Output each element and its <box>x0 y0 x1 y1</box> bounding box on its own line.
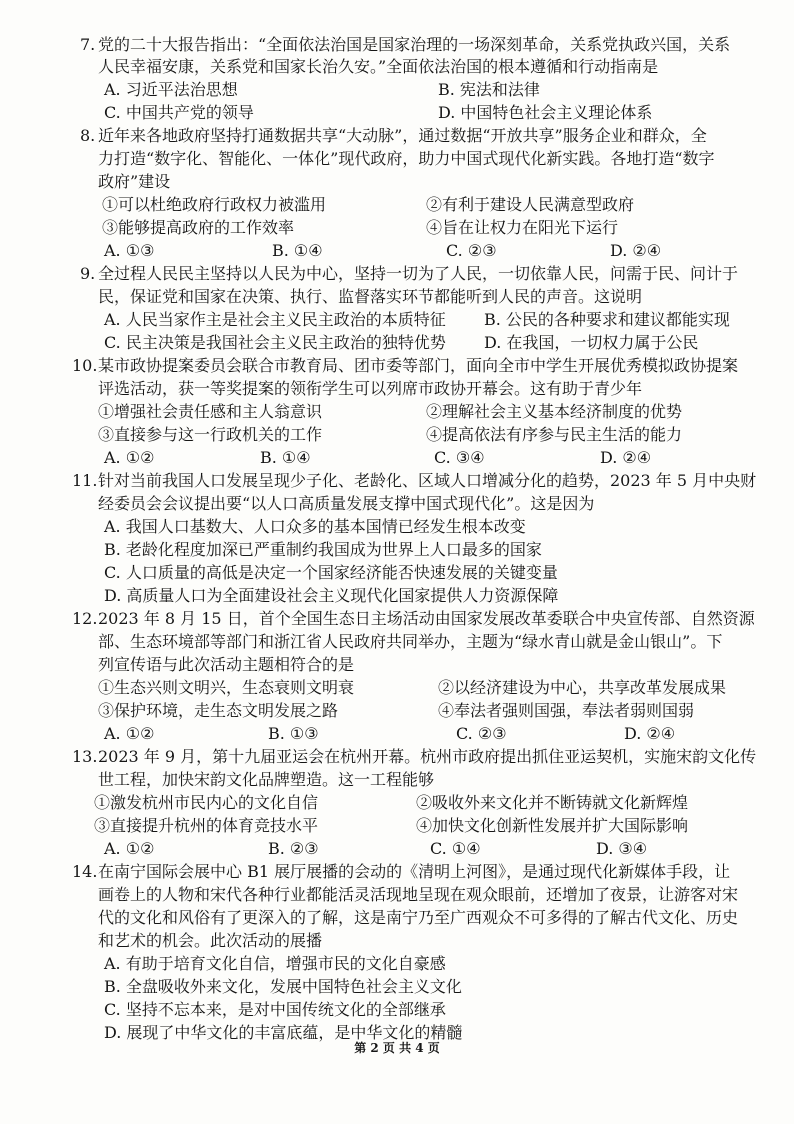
statement-2: ②吸收外来文化并不断铸就文化新辉煌 <box>416 793 689 812</box>
option-d: D. 中国特色社会主义理论体系 <box>438 103 653 122</box>
option-d: D. ③④ <box>596 839 648 858</box>
option-d: D. ②④ <box>610 241 662 260</box>
question-stem-line: 某市政协提案委员会联合市教育局、团市委等部门，面向全市中学生开展优秀模拟政协提案 <box>98 356 739 375</box>
question-number: 7. <box>80 35 96 54</box>
option-a: A. ①③ <box>104 241 155 260</box>
question-stem-line: 部、生态环境部等部门和浙江省人民政府共同举办，主题为“绿水青山就是金山银山”。下 <box>98 632 723 651</box>
option-a: A. 我国人口基数大、人口众多的基本国情已经发生根本改变 <box>104 517 526 536</box>
question-stem-line: 列宣传语与此次活动主题相符合的是 <box>98 655 355 674</box>
option-d: D. 高质量人口为全面建设社会主义现代化国家提供人力资源保障 <box>104 586 559 605</box>
statement-2: ②以经济建设为中心，共享改革发展成果 <box>438 678 727 697</box>
option-a: A. 人民当家作主是社会主义民主政治的本质特征 <box>104 310 446 329</box>
option-c: C. ②③ <box>456 724 507 743</box>
question-stem-line: 民，保证党和国家在决策、执行、监督落实环节都能听到人民的声音。这说明 <box>98 287 643 306</box>
option-c: C. 中国共产党的领导 <box>104 103 254 122</box>
statement-4: ④奉法者强则国强，奉法者弱则国弱 <box>438 701 695 720</box>
statement-3: ③保护环境，走生态文明发展之路 <box>98 701 339 720</box>
statement-1: ①可以杜绝政府行政权力被滥用 <box>102 195 327 214</box>
question-number: 8. <box>80 126 96 145</box>
statement-4: ④旨在让权力在阳光下运行 <box>426 218 619 237</box>
option-a: A. ①② <box>104 839 155 858</box>
question-stem-line: 人民幸福安康，关系党和国家长治久安。”全面依法治国的根本遵循和行动指南是 <box>98 57 659 76</box>
statement-4: ④提高依法有序参与民主生活的能力 <box>426 425 683 444</box>
option-c: C. 人口质量的高低是决定一个国家经济能否快速发展的关键变量 <box>104 563 558 582</box>
question-stem-line: 世工程，加快宋韵文化品牌塑造。这一工程能够 <box>98 770 435 789</box>
question-stem-line: 经委员会会议提出要“以人口高质量发展支撑中国式现代化”。这是因为 <box>98 494 595 513</box>
option-d: D. 展现了中华文化的丰富底蕴，是中华文化的精髓 <box>104 1023 463 1042</box>
question-number: 14. <box>72 862 98 881</box>
statement-3: ③能够提高政府的工作效率 <box>102 218 295 237</box>
question-stem-line: 评选活动，获一等奖提案的领衔学生可以列席市政协开幕会。这有助于青少年 <box>98 379 643 398</box>
question-stem-line: 2023 年 9 月，第十九届亚运会在杭州开幕。杭州市政府提出抓住亚运契机，实施宋韵文化传 <box>98 747 757 766</box>
question-stem-line: 在南宁国际会展中心 B1 展厅展播的会动的《清明上河图》，是通过现代化新媒体手段，让 <box>98 862 731 881</box>
question-number: 9. <box>80 264 96 283</box>
question-number: 12. <box>72 609 98 628</box>
option-a: A. 习近平法治思想 <box>104 80 238 99</box>
option-b: B. ①④ <box>272 241 323 260</box>
statement-1: ①增强社会责任感和主人翁意识 <box>98 402 323 421</box>
statement-3: ③直接参与这一行政机关的工作 <box>98 425 323 444</box>
question-stem-line: 和艺术的机会。此次活动的展播 <box>98 931 323 950</box>
question-number: 11. <box>72 471 98 490</box>
option-d: D. ②④ <box>624 724 676 743</box>
statement-2: ②理解社会主义基本经济制度的优势 <box>426 402 683 421</box>
option-c: C. 民主决策是我国社会主义民主政治的独特优势 <box>104 333 446 352</box>
option-b: B. ②③ <box>268 839 319 858</box>
statement-1: ①生态兴则文明兴，生态衰则文明衰 <box>98 678 355 697</box>
question-stem-line: 全过程人民民主坚持以人民为中心，坚持一切为了人民，一切依靠人民，问需于民、问计于 <box>98 264 739 283</box>
question-stem-line: 画卷上的人物和宋代各种行业都能活灵活现地呈现在观众眼前，还增加了夜景，让游客对宋 <box>98 885 739 904</box>
option-b: B. 宪法和法律 <box>438 80 540 99</box>
question-stem-line: 党的二十大报告指出：“全面依法治国是国家治理的一场深刻革命，关系党执政兴国，关系 <box>98 35 731 54</box>
question-number: 13. <box>72 747 98 766</box>
option-a: A. ①② <box>104 448 155 467</box>
question-stem-line: 2023 年 8 月 15 日，首个全国生态日主场活动由国家发展改革委联合中央宣传部、自然资源 <box>98 609 755 628</box>
statement-4: ④加快文化创新性发展并扩大国际影响 <box>416 816 689 835</box>
question-stem-line: 针对当前我国人口发展呈现少子化、老龄化、区域人口增减分化的趋势，2023 年 5 月中央财 <box>98 471 757 490</box>
option-c: C. ①④ <box>430 839 481 858</box>
question-stem-line: 代的文化和风俗有了更深入的了解，这是南宁乃至广西观众不可多得的了解古代文化、历史 <box>98 908 739 927</box>
option-b: B. 全盘吸收外来文化，发展中国特色社会主义文化 <box>104 977 462 996</box>
question-number: 10. <box>72 356 98 375</box>
option-a: A. 有助于培育文化自信，增强市民的文化自豪感 <box>104 954 446 973</box>
statement-1: ①激发杭州市民内心的文化自信 <box>94 793 319 812</box>
option-c: C. ③④ <box>434 448 485 467</box>
option-c: C. ②③ <box>446 241 497 260</box>
option-d: D. ②④ <box>600 448 652 467</box>
option-b: B. 公民的各种要求和建议都能实现 <box>484 310 730 329</box>
question-stem-line: 力打造“数字化、智能化、一体化”现代政府，助力中国式现代化新实践。各地打造“数字 <box>98 149 715 168</box>
statement-2: ②有利于建设人民满意型政府 <box>426 195 635 214</box>
option-b: B. ①③ <box>268 724 319 743</box>
option-c: C. 坚持不忘本来，是对中国传统文化的全部继承 <box>104 1000 446 1019</box>
option-b: B. 老龄化程度加深已严重制约我国成为世界上人口最多的国家 <box>104 540 542 559</box>
question-stem-line: 政府”建设 <box>98 172 171 191</box>
question-stem-line: 近年来各地政府坚持打通数据共享“大动脉”，通过数据“开放共享”服务企业和群众，全 <box>98 126 707 145</box>
statement-3: ③直接提升杭州的体育竞技水平 <box>94 816 319 835</box>
option-a: A. ①② <box>104 724 155 743</box>
option-d: D. 在我国，一切权力属于公民 <box>484 333 699 352</box>
page-footer: 第 2 页 共 4 页 <box>354 1041 440 1055</box>
option-b: B. ①④ <box>260 448 311 467</box>
